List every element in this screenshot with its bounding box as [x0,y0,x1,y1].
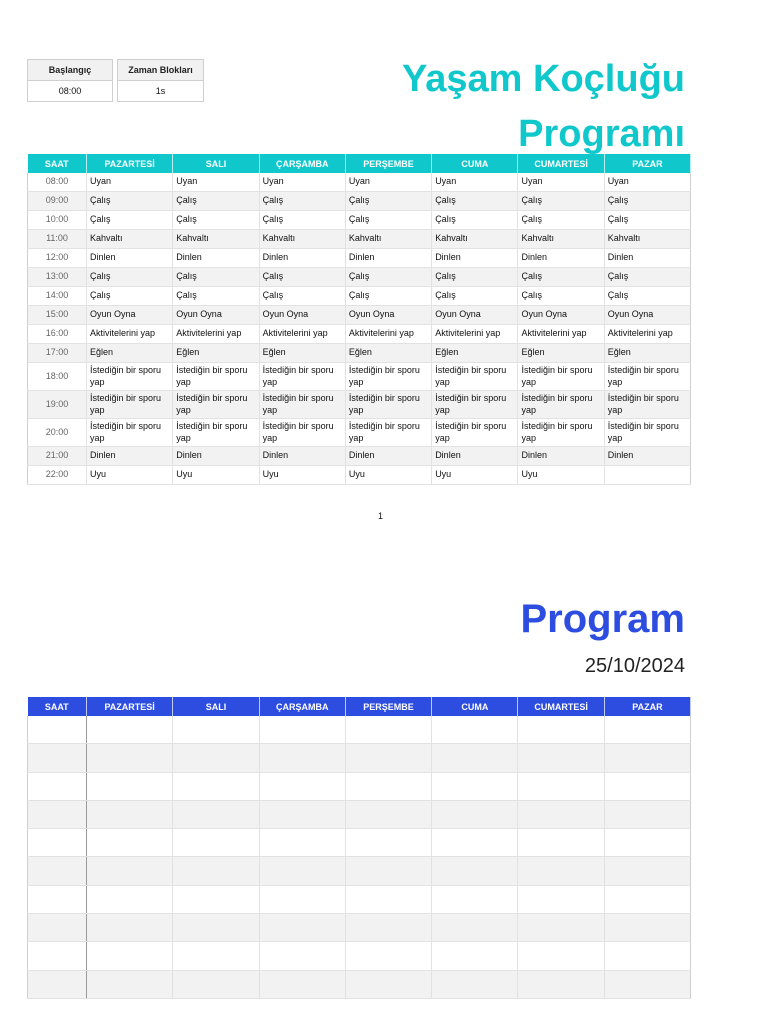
table-row [28,344,691,363]
time-cell: 21:00 [28,447,87,466]
activity-cell[interactable] [87,829,173,857]
start-time-value[interactable]: 08:00 [28,81,113,102]
table-row [28,391,691,419]
time-cell: 19:00 [28,391,87,419]
activity-cell[interactable]: İstediğin bir sporu yap [604,363,690,391]
activity-cell[interactable]: İstediğin bir sporu yap [345,391,431,419]
schedule-header-row [28,154,691,173]
activity-cell[interactable]: İstediğin bir sporu yap [87,391,173,419]
activity-cell[interactable]: Uyu [518,466,604,485]
activity-cell[interactable]: Çalış [432,192,518,211]
blank-schedule-column-header: ÇARŞAMBA [259,697,345,716]
activity-cell[interactable] [345,914,431,942]
activity-cell[interactable] [345,772,431,800]
schedule-column-header: CUMA [432,154,518,173]
time-cell[interactable] [28,744,87,772]
start-time-label: Başlangıç [28,60,113,81]
activity-cell[interactable] [259,885,345,913]
activity-cell[interactable]: İstediğin bir sporu yap [518,419,604,447]
page-title-line2: Programı [518,113,685,155]
activity-cell[interactable] [259,857,345,885]
time-cell: 08:00 [28,173,87,192]
table-row [28,942,691,970]
activity-cell[interactable] [173,800,259,828]
activity-cell[interactable]: Dinlen [259,447,345,466]
activity-cell[interactable]: Aktivitelerini yap [345,325,431,344]
table-row [28,268,691,287]
activity-cell[interactable]: İstediğin bir sporu yap [87,419,173,447]
activity-cell[interactable]: Uyu [87,466,173,485]
activity-cell[interactable] [87,857,173,885]
activity-cell[interactable] [518,716,604,744]
schedule-column-header: CUMARTESİ [518,154,604,173]
activity-cell[interactable] [432,772,518,800]
activity-cell[interactable]: Kahvaltı [518,230,604,249]
page-title-line1: Yaşam Koçluğu [402,58,685,100]
table-row [28,249,691,268]
activity-cell[interactable]: Eğlen [432,344,518,363]
activity-cell[interactable]: Çalış [432,268,518,287]
program-date: 25/10/2024 [584,655,685,677]
activity-cell[interactable]: Çalış [518,211,604,230]
blank-schedule-table [27,697,691,999]
activity-cell[interactable] [518,857,604,885]
activity-cell[interactable]: Dinlen [604,249,690,268]
activity-cell[interactable]: Çalış [87,192,173,211]
blank-schedule-column-header: SAAT [28,697,87,716]
time-cell[interactable] [28,914,87,942]
activity-cell[interactable] [432,970,518,998]
time-cell[interactable] [28,716,87,744]
time-blocks-value[interactable]: 1s [118,81,204,102]
activity-cell[interactable] [604,970,690,998]
activity-cell[interactable]: Çalış [173,268,259,287]
activity-cell[interactable]: Aktivitelerini yap [518,325,604,344]
activity-cell[interactable] [345,942,431,970]
activity-cell[interactable] [518,800,604,828]
table-row [28,466,691,485]
activity-cell[interactable] [604,914,690,942]
schedule-column-header: SALI [173,154,259,173]
time-blocks-table [117,59,204,102]
activity-cell[interactable]: Aktivitelerini yap [87,325,173,344]
activity-cell[interactable]: Çalış [518,287,604,306]
activity-cell[interactable] [345,970,431,998]
activity-cell[interactable]: İstediğin bir sporu yap [259,419,345,447]
blank-schedule-header-row [28,697,691,716]
activity-cell[interactable] [604,942,690,970]
activity-cell[interactable] [87,772,173,800]
blank-schedule-column-header: CUMA [432,697,518,716]
table-row [28,211,691,230]
activity-cell[interactable] [173,885,259,913]
time-cell[interactable] [28,800,87,828]
activity-cell[interactable]: Oyun Oyna [432,306,518,325]
activity-cell[interactable] [259,716,345,744]
activity-cell[interactable] [432,716,518,744]
page-title [265,52,685,162]
time-cell[interactable] [28,942,87,970]
activity-cell[interactable]: Çalış [259,268,345,287]
activity-cell[interactable]: İstediğin bir sporu yap [259,363,345,391]
activity-cell[interactable]: Oyun Oyna [604,306,690,325]
table-row [28,829,691,857]
time-cell[interactable] [28,772,87,800]
activity-cell[interactable]: Aktivitelerini yap [259,325,345,344]
time-cell[interactable] [28,970,87,998]
table-row [28,716,691,744]
page-number: 1 [378,511,384,521]
activity-cell[interactable]: Dinlen [259,249,345,268]
activity-cell[interactable] [432,885,518,913]
table-row [28,363,691,391]
activity-cell[interactable]: Eğlen [259,344,345,363]
time-cell: 11:00 [28,230,87,249]
schedule-column-header: PAZAR [604,154,690,173]
activity-cell[interactable] [259,829,345,857]
activity-cell[interactable]: Uyan [518,173,604,192]
activity-cell[interactable]: Çalış [604,211,690,230]
activity-cell[interactable]: Eğlen [518,344,604,363]
activity-cell[interactable]: İstediğin bir sporu yap [604,391,690,419]
activity-cell[interactable] [432,857,518,885]
time-cell: 13:00 [28,268,87,287]
activity-cell[interactable]: Dinlen [518,447,604,466]
activity-cell[interactable]: Çalış [259,211,345,230]
table-row [28,192,691,211]
activity-cell[interactable]: İstediğin bir sporu yap [345,363,431,391]
activity-cell[interactable]: Kahvaltı [173,230,259,249]
activity-cell[interactable]: Çalış [604,268,690,287]
activity-cell[interactable] [259,914,345,942]
activity-cell[interactable] [345,716,431,744]
activity-cell[interactable] [432,800,518,828]
time-cell: 12:00 [28,249,87,268]
activity-cell[interactable]: Dinlen [432,447,518,466]
activity-cell[interactable] [173,772,259,800]
table-row [28,857,691,885]
activity-cell[interactable]: Oyun Oyna [87,306,173,325]
table-row [28,885,691,913]
activity-cell[interactable]: İstediğin bir sporu yap [173,363,259,391]
activity-cell[interactable]: Çalış [345,211,431,230]
activity-cell[interactable] [604,857,690,885]
activity-cell[interactable] [259,772,345,800]
activity-cell[interactable]: Kahvaltı [432,230,518,249]
start-time-table [27,59,113,102]
activity-cell[interactable]: Çalış [173,287,259,306]
activity-cell[interactable]: Uyan [604,173,690,192]
activity-cell[interactable]: Çalış [87,287,173,306]
activity-cell[interactable]: İstediğin bir sporu yap [173,419,259,447]
activity-cell[interactable]: Çalış [259,192,345,211]
activity-cell[interactable]: Çalış [345,287,431,306]
time-cell: 16:00 [28,325,87,344]
activity-cell[interactable]: Dinlen [87,249,173,268]
table-row [28,970,691,998]
activity-cell[interactable] [87,744,173,772]
activity-cell[interactable]: Çalış [432,287,518,306]
activity-cell[interactable] [604,800,690,828]
activity-cell[interactable]: Uyu [432,466,518,485]
activity-cell[interactable] [518,942,604,970]
activity-cell[interactable]: Kahvaltı [87,230,173,249]
activity-cell[interactable]: Oyun Oyna [518,306,604,325]
activity-cell[interactable]: Aktivitelerini yap [432,325,518,344]
schedule-column-header: ÇARŞAMBA [259,154,345,173]
program-title: Program [520,597,685,641]
activity-cell[interactable] [432,744,518,772]
activity-cell[interactable] [173,857,259,885]
blank-schedule-column-header: PERŞEMBE [345,697,431,716]
activity-cell[interactable]: İstediğin bir sporu yap [518,391,604,419]
activity-cell[interactable]: İstediğin bir sporu yap [518,363,604,391]
activity-cell[interactable]: Dinlen [173,447,259,466]
activity-cell[interactable]: Kahvaltı [604,230,690,249]
table-row [28,800,691,828]
activity-cell[interactable]: Çalış [518,268,604,287]
table-row [28,419,691,447]
activity-cell[interactable]: Çalış [604,287,690,306]
time-blocks-label: Zaman Blokları [118,60,204,81]
activity-cell[interactable] [345,744,431,772]
activity-cell[interactable]: Uyan [173,173,259,192]
table-row [28,772,691,800]
activity-cell[interactable]: Kahvaltı [259,230,345,249]
activity-cell[interactable] [259,744,345,772]
activity-cell[interactable]: İstediğin bir sporu yap [604,419,690,447]
table-row [28,447,691,466]
activity-cell[interactable]: Çalış [345,268,431,287]
activity-cell[interactable]: Eğlen [173,344,259,363]
time-cell: 14:00 [28,287,87,306]
activity-cell[interactable] [518,772,604,800]
activity-cell[interactable]: Kahvaltı [345,230,431,249]
activity-cell[interactable]: Dinlen [87,447,173,466]
activity-cell[interactable] [432,914,518,942]
activity-cell[interactable] [345,857,431,885]
time-cell[interactable] [28,885,87,913]
activity-cell[interactable]: Eğlen [604,344,690,363]
activity-cell[interactable] [604,885,690,913]
activity-cell[interactable] [173,744,259,772]
activity-cell[interactable]: Oyun Oyna [259,306,345,325]
activity-cell[interactable]: Oyun Oyna [173,306,259,325]
activity-cell[interactable]: Uyu [173,466,259,485]
time-cell[interactable] [28,829,87,857]
activity-cell[interactable]: Çalış [518,192,604,211]
activity-cell[interactable] [604,466,690,485]
activity-cell[interactable] [345,885,431,913]
activity-cell[interactable] [173,716,259,744]
activity-cell[interactable] [604,716,690,744]
activity-cell[interactable] [518,914,604,942]
activity-cell[interactable]: Oyun Oyna [345,306,431,325]
activity-cell[interactable]: Eğlen [87,344,173,363]
activity-cell[interactable] [345,829,431,857]
activity-cell[interactable]: Uyu [259,466,345,485]
time-cell: 18:00 [28,363,87,391]
activity-cell[interactable]: Dinlen [518,249,604,268]
activity-cell[interactable] [87,914,173,942]
activity-cell[interactable] [518,829,604,857]
table-row [28,306,691,325]
activity-cell[interactable] [173,970,259,998]
activity-cell[interactable]: Uyan [259,173,345,192]
activity-cell[interactable] [345,800,431,828]
activity-cell[interactable] [87,942,173,970]
activity-cell[interactable]: Uyu [345,466,431,485]
activity-cell[interactable]: İstediğin bir sporu yap [432,419,518,447]
activity-cell[interactable] [604,772,690,800]
activity-cell[interactable]: Çalış [432,211,518,230]
activity-cell[interactable]: İstediğin bir sporu yap [259,391,345,419]
activity-cell[interactable]: Çalış [87,211,173,230]
activity-cell[interactable]: Çalış [87,268,173,287]
activity-cell[interactable] [259,800,345,828]
activity-cell[interactable] [259,942,345,970]
activity-cell[interactable] [87,885,173,913]
activity-cell[interactable] [87,716,173,744]
blank-schedule-column-header: CUMARTESİ [518,697,604,716]
activity-cell[interactable]: Uyan [432,173,518,192]
table-row [28,325,691,344]
activity-cell[interactable] [518,970,604,998]
activity-cell[interactable]: İstediğin bir sporu yap [432,363,518,391]
table-row [28,914,691,942]
time-cell: 17:00 [28,344,87,363]
time-cell: 20:00 [28,419,87,447]
activity-cell[interactable] [173,942,259,970]
activity-cell[interactable]: İstediğin bir sporu yap [173,391,259,419]
activity-cell[interactable] [432,829,518,857]
activity-cell[interactable]: Dinlen [173,249,259,268]
activity-cell[interactable]: Çalış [173,192,259,211]
activity-cell[interactable] [518,885,604,913]
table-row [28,287,691,306]
activity-cell[interactable] [518,744,604,772]
activity-cell[interactable]: İstediğin bir sporu yap [345,419,431,447]
schedule-column-header: PERŞEMBE [345,154,431,173]
schedule-column-header: PAZARTESİ [87,154,173,173]
activity-cell[interactable]: Dinlen [345,249,431,268]
blank-schedule-column-header: PAZARTESİ [87,697,173,716]
activity-cell[interactable]: Dinlen [604,447,690,466]
activity-cell[interactable]: Çalış [259,287,345,306]
activity-cell[interactable]: Çalış [173,211,259,230]
activity-cell[interactable] [87,800,173,828]
activity-cell[interactable] [173,829,259,857]
activity-cell[interactable]: Uyan [87,173,173,192]
activity-cell[interactable] [604,744,690,772]
time-cell: 15:00 [28,306,87,325]
table-row [28,173,691,192]
activity-cell[interactable] [604,829,690,857]
activity-cell[interactable] [259,970,345,998]
activity-cell[interactable]: Çalış [604,192,690,211]
activity-cell[interactable]: Uyan [345,173,431,192]
activity-cell[interactable]: İstediğin bir sporu yap [432,391,518,419]
activity-cell[interactable]: Aktivitelerini yap [604,325,690,344]
activity-cell[interactable] [173,914,259,942]
activity-cell[interactable]: Eğlen [345,344,431,363]
activity-cell[interactable]: Çalış [345,192,431,211]
table-row [28,744,691,772]
activity-cell[interactable] [87,970,173,998]
table-row [28,230,691,249]
activity-cell[interactable]: Dinlen [345,447,431,466]
activity-cell[interactable]: İstediğin bir sporu yap [87,363,173,391]
time-cell: 22:00 [28,466,87,485]
activity-cell[interactable]: Aktivitelerini yap [173,325,259,344]
schedule-column-header: SAAT [28,154,87,173]
time-cell: 09:00 [28,192,87,211]
activity-cell[interactable]: Dinlen [432,249,518,268]
blank-schedule-column-header: PAZAR [604,697,690,716]
time-cell[interactable] [28,857,87,885]
activity-cell[interactable] [432,942,518,970]
life-coaching-schedule-table [27,154,691,485]
time-cell: 10:00 [28,211,87,230]
blank-schedule-column-header: SALI [173,697,259,716]
